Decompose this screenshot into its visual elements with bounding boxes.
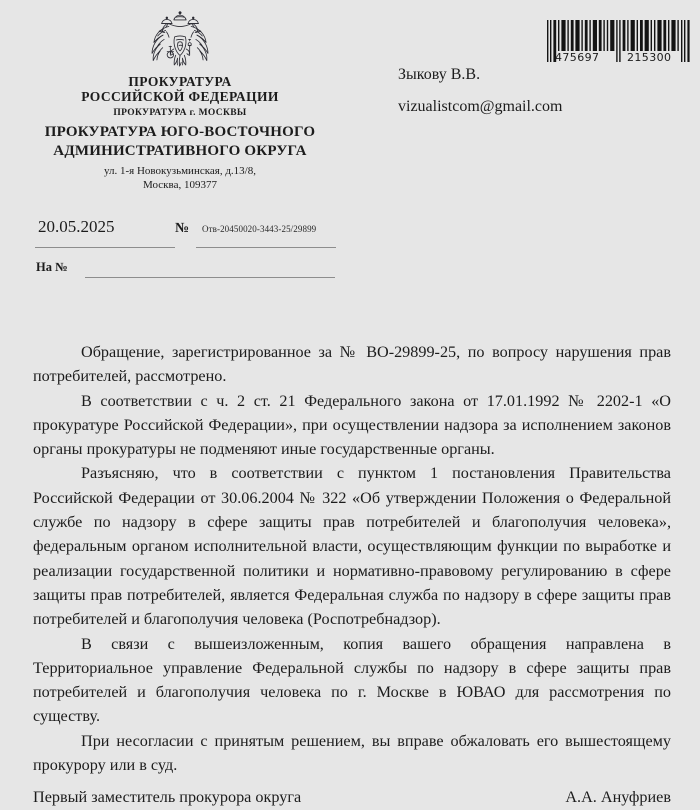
org-name-line-1: ПРОКУРАТУРА xyxy=(128,74,232,89)
body-paragraph-4: В связи с вышеизложенным, копия вашего обращения направлена в Территориальное управление Федеральной службы по надзору в сфере защиты прав потребителей и благополучия человека по г. Москве в ЮВАО для рассмотрения по существу. xyxy=(33,634,671,726)
document-date: 20.05.2025 xyxy=(38,217,115,236)
recipient-name: Зыкову В.В. xyxy=(398,66,481,83)
reference-number-rule xyxy=(196,247,336,248)
signature-block xyxy=(33,786,671,808)
org-district-line-1: ПРОКУРАТУРА ЮГО-ВОСТОЧНОГО xyxy=(44,124,316,140)
reference-number-value: Отв-20450020-3443-25/29899 xyxy=(202,224,317,234)
date-rule xyxy=(35,247,175,248)
org-address-line-2: Москва, 109377 xyxy=(143,178,217,191)
org-address-line-1: ул. 1-я Новокузьминская, д.13/8, xyxy=(104,165,256,177)
org-district-line-2: АДМИНИСТРАТИВНОГО ОКРУГА xyxy=(53,143,307,159)
org-name-line-2: РОССИЙСКОЙ ФЕДЕРАЦИИ xyxy=(81,89,279,104)
body-paragraph-5: При несогласии с принятым решением, вы вправе обжаловать его вышестоящему прокурору или в суд. xyxy=(33,731,671,775)
reference-row xyxy=(0,216,400,246)
body-paragraph-3: Разъясняю, что в соответствии с пунктом 1 постановления Правительства Российской Федерации от 30.06.2004 № 322 «Об утверждении Положения о Федеральной службе по надзору в сфере защиты прав потребителей и благополучия человека», федеральным органом исполнительной власти, осуществляющим функции по выработке и реализации государственной политики и нормативно-правовому регулированию в сфере защиты прав потребителей, является Федеральная служба по надзору в сфере защиты прав потребителей и благополучия человека (Роспотребнадзор). xyxy=(33,464,671,629)
reference-number-label: № xyxy=(175,221,190,236)
recipient-email: vizualistcom@gmail.com xyxy=(398,98,563,115)
signer-position-title: Первый заместитель прокурора округа xyxy=(33,788,302,806)
barcode-block xyxy=(545,20,691,64)
barcode-left-number: 475697 xyxy=(555,51,600,64)
recipient-block xyxy=(398,64,690,118)
signer-name: А.А. Ануфриев xyxy=(565,788,671,806)
russian-coat-of-arms-double-headed-eagle-icon xyxy=(143,8,217,70)
barcode-digits xyxy=(545,51,691,64)
on-reference-rule xyxy=(85,277,335,278)
org-city-line: ПРОКУРАТУРА г. МОСКВЫ xyxy=(113,108,247,118)
body-paragraph-1: Обращение, зарегистрированное за № ВО-29899-25, по вопросу нарушения прав потребителей, рассмотрено. xyxy=(33,343,671,386)
body-paragraph-2: В соответствии с ч. 2 ст. 21 Федерального закона от 17.01.1992 № 2202-1 «О прокуратуре Российской Федерации», при осуществлении надзора за исполнением законов органы прокуратуры не подменяют иные государственные органы. xyxy=(33,391,671,459)
on-reference-label: На № xyxy=(36,260,68,274)
letterhead-block xyxy=(0,8,360,192)
document-body xyxy=(33,340,671,777)
barcode-right-number: 215300 xyxy=(627,51,672,64)
